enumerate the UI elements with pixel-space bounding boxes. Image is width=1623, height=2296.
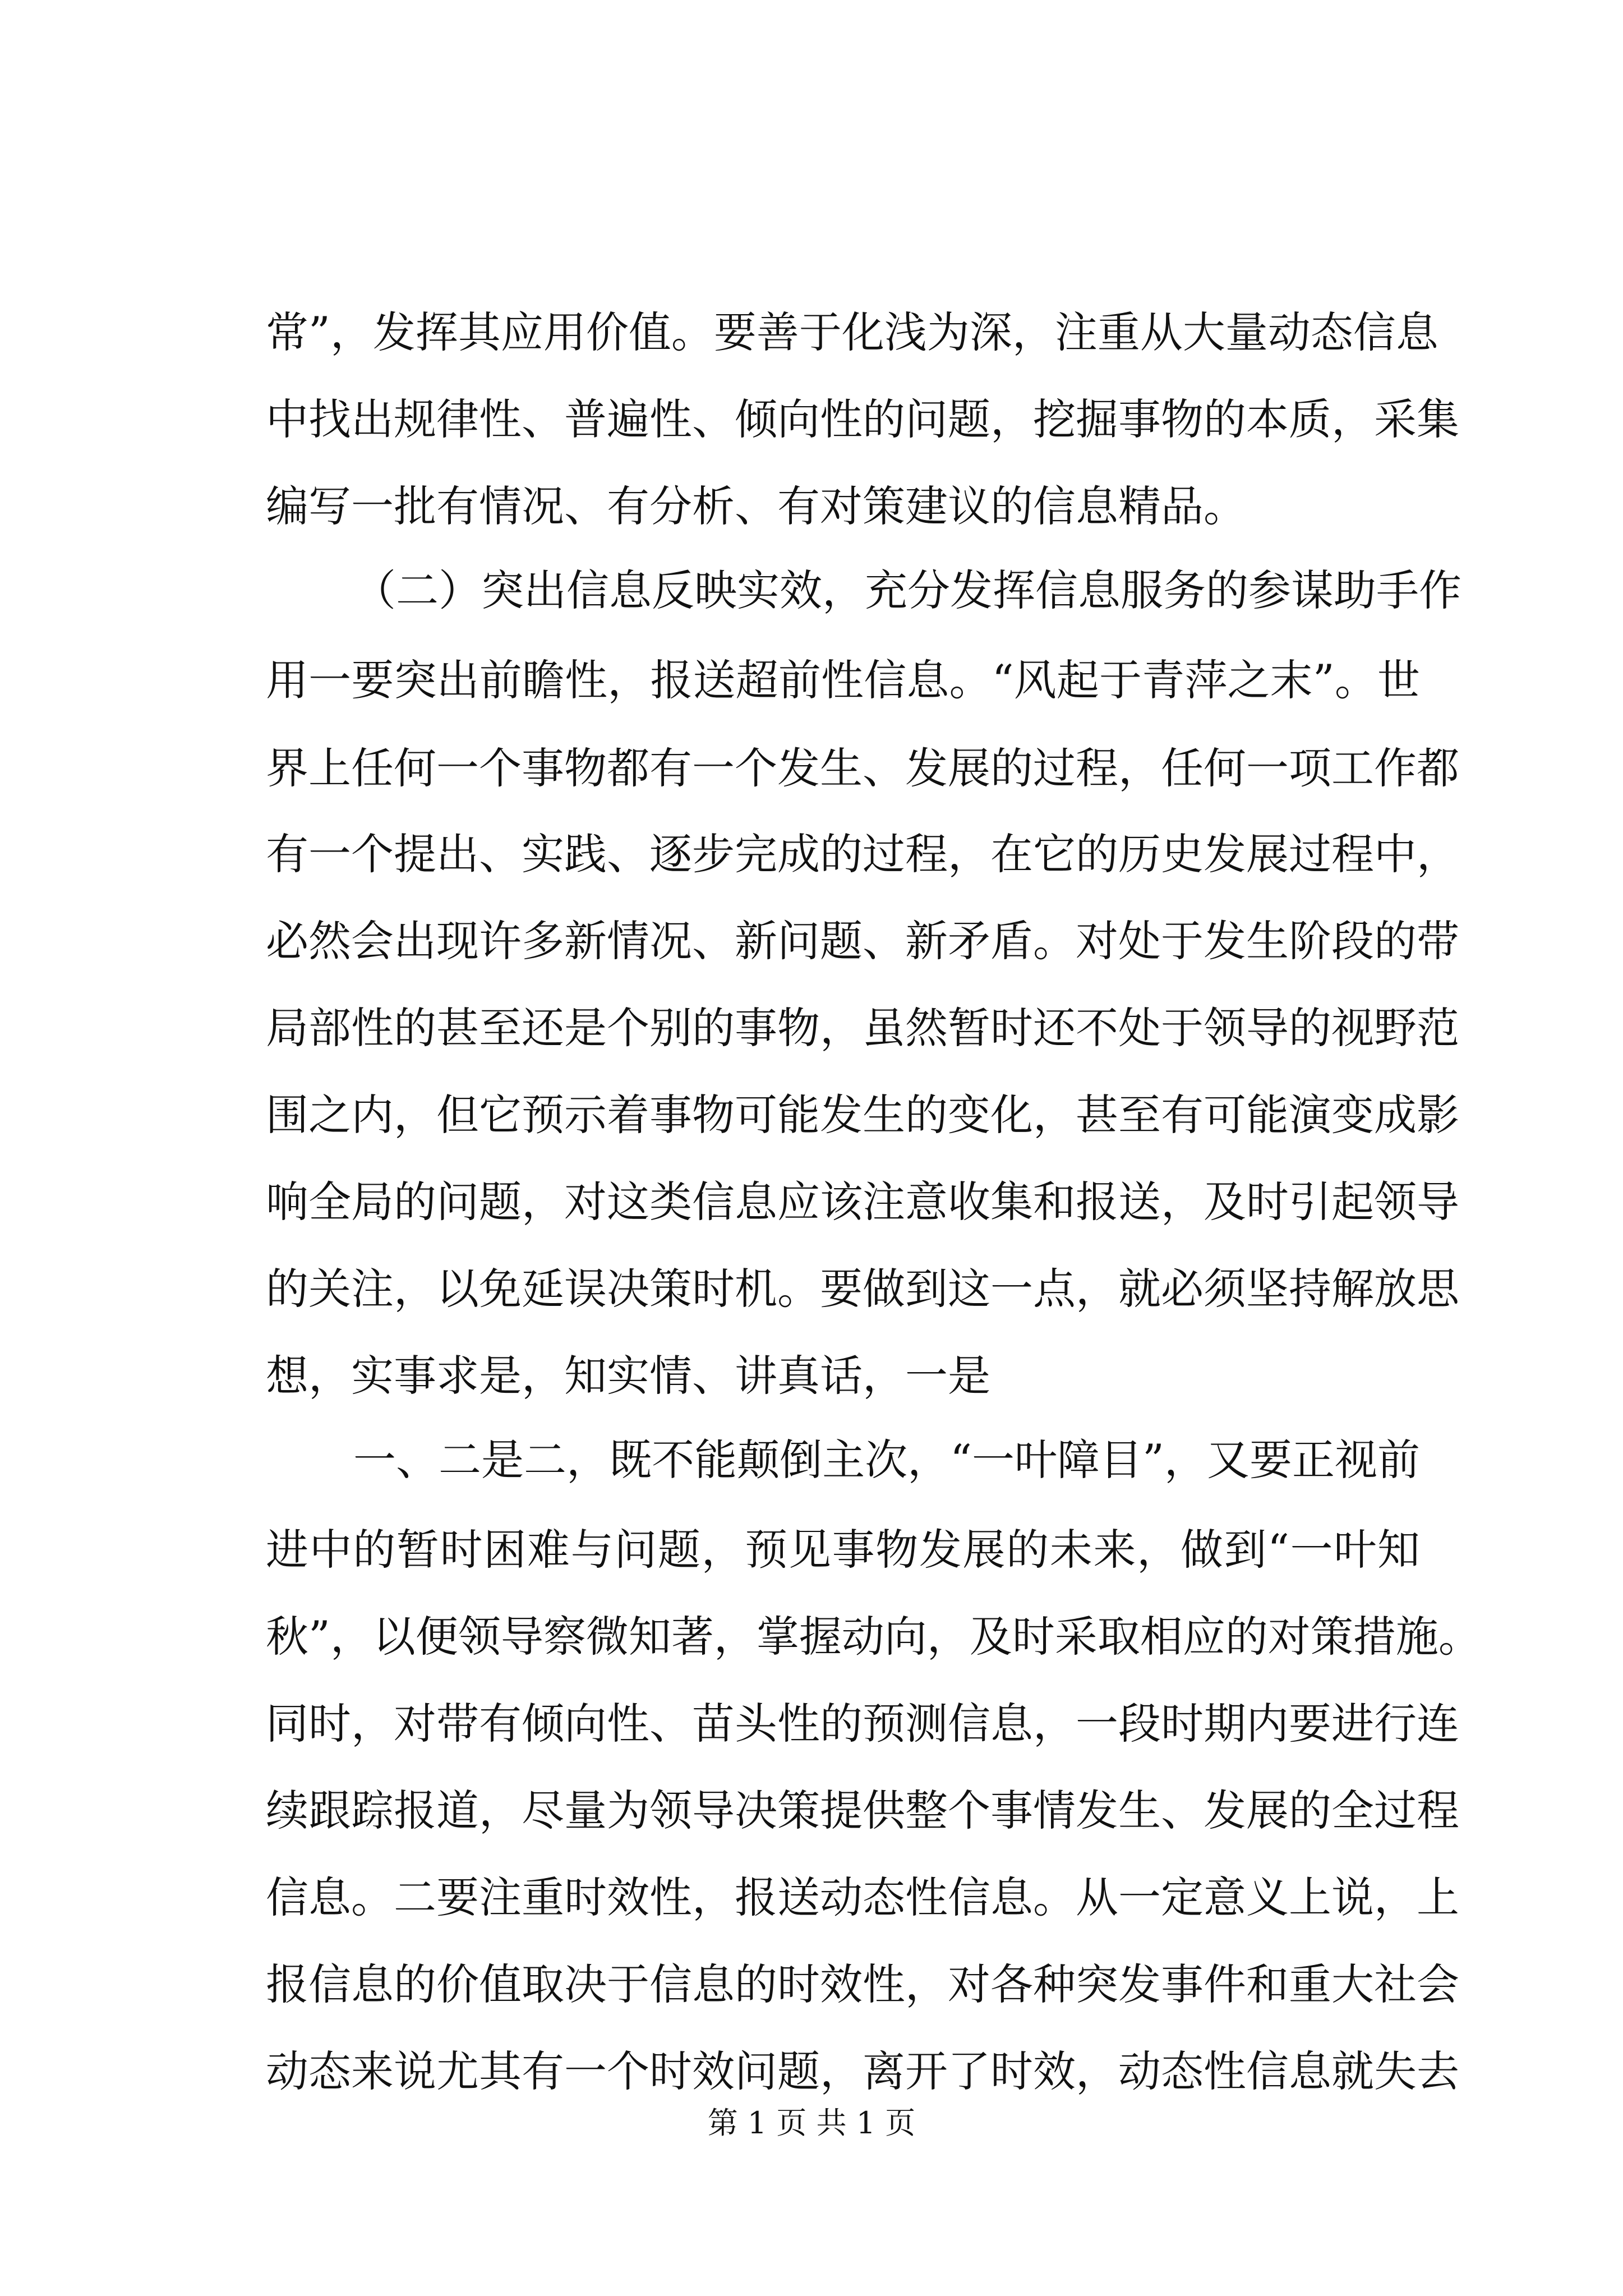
text-line-12: 的关注，以免延误决策时机。要做到这一点，就必须坚持解放思: [266, 1264, 1459, 1314]
page-footer: 第 1 页 共 1 页: [707, 2105, 916, 2141]
text-line-10: 围之内，但它预示着事物可能发生的变化，甚至有可能演变成影: [266, 1090, 1459, 1140]
text-line-13: 想，实事求是，知实情、讲真话，一是: [266, 1351, 990, 1401]
text-line-20: 报信息的价值取决于信息的时效性，对各种突发事件和重大社会: [266, 1959, 1459, 2009]
text-line-19: 信息。二要注重时效性，报送动态性信息。从一定意义上说，上: [266, 1872, 1459, 1922]
text-line-1: 常”，发挥其应用价值。要善于化浅为深，注重从大量动态信息: [266, 307, 1438, 357]
text-line-6: 界上任何一个事物都有一个发生、发展的过程，任何一项工作都: [266, 743, 1459, 793]
text-line-14: 一、二是二，既不能颠倒主次，“一叶障目”，又要正视前: [353, 1435, 1420, 1485]
text-line-17: 同时，对带有倾向性、苗头性的预测信息，一段时期内要进行连: [266, 1699, 1459, 1749]
text-line-2: 中找出规律性、普遍性、倾向性的问题，挖掘事物的本质，采集: [266, 394, 1459, 444]
text-line-15: 进中的暂时困难与问题，预见事物发展的未来，做到“一叶知: [266, 1525, 1420, 1575]
text-line-3: 编写一批有情况、有分析、有对策建议的信息精品。: [266, 481, 1246, 531]
text-line-7: 有一个提出、实践、逐步完成的过程，在它的历史发展过程中，: [266, 829, 1459, 879]
text-line-11: 响全局的问题，对这类信息应该注意收集和报送，及时引起领导: [266, 1177, 1459, 1227]
text-line-21: 动态来说尤其有一个时效问题，离开了时效，动态性信息就失去: [266, 2046, 1459, 2096]
text-line-16: 秋”，以便领导察微知著，掌握动向，及时采取相应的对策措施。: [266, 1612, 1481, 1662]
text-line-8: 必然会出现许多新情况、新问题、新矛盾。对处于发生阶段的带: [266, 916, 1459, 966]
text-line-18: 续跟踪报道，尽量为领导决策提供整个事情发生、发展的全过程: [266, 1786, 1459, 1835]
text-line-9: 局部性的甚至还是个别的事物，虽然暂时还不处于领导的视野范: [266, 1003, 1459, 1053]
text-line-4: （二）突出信息反映实效，充分发挥信息服务的参谋助手作: [353, 565, 1461, 615]
text-line-5: 用一要突出前瞻性，报送超前性信息。“风起于青萍之末”。世: [266, 655, 1420, 705]
